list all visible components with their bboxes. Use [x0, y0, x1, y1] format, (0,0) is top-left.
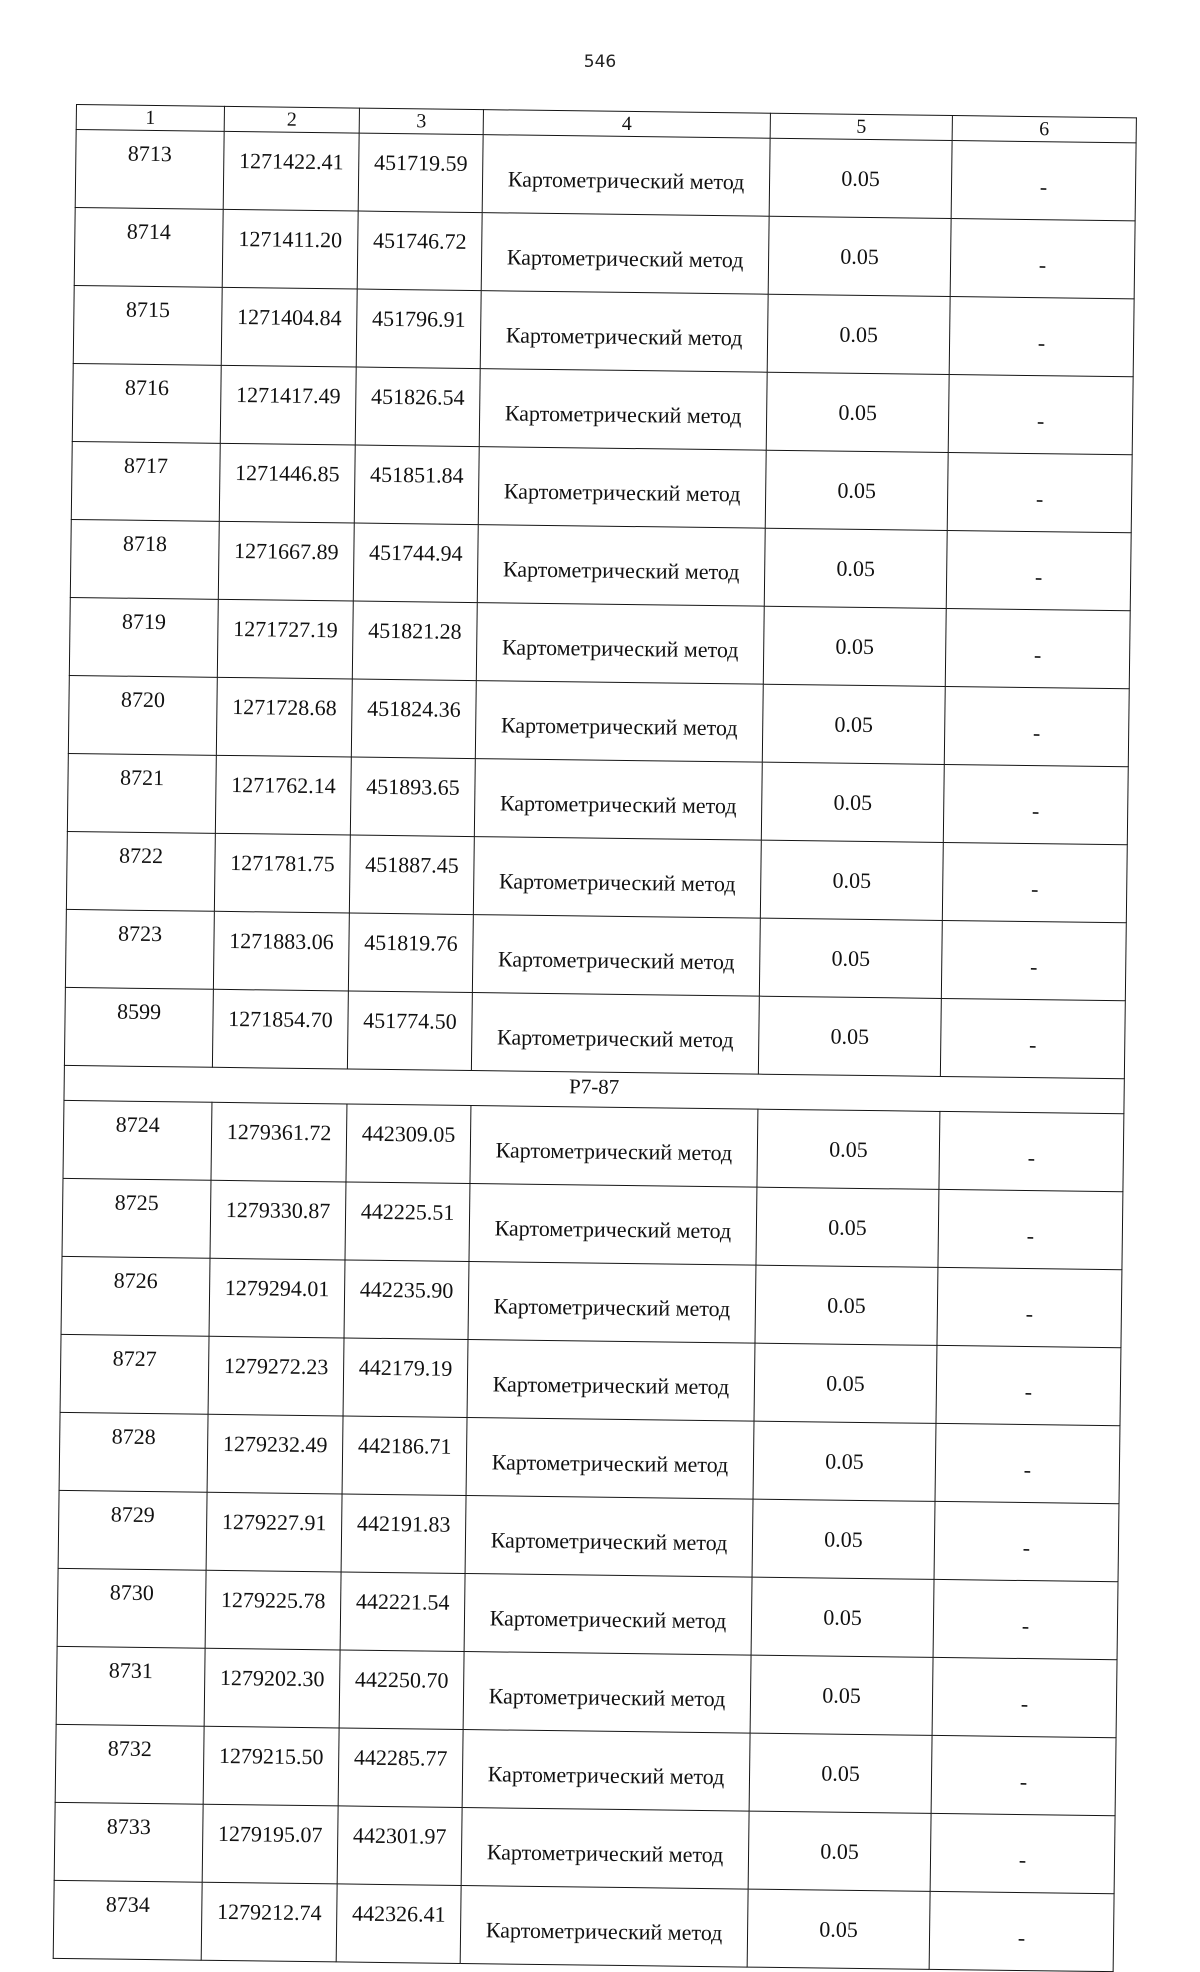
note-cell: -: [942, 842, 1127, 922]
x-coordinate-cell: 1271727.19: [217, 599, 353, 679]
x-coordinate-cell: 1279215.50: [203, 1726, 339, 1806]
method-cell: Картометрический метод: [473, 837, 761, 919]
x-coordinate-cell: 1271762.14: [215, 755, 351, 835]
method-cell: Картометрический метод: [481, 213, 769, 295]
point-number-cell: 8731: [56, 1646, 205, 1726]
y-coordinate-cell: 442250.70: [339, 1650, 464, 1730]
x-coordinate-cell: 1279202.30: [204, 1648, 340, 1728]
accuracy-cell: 0.05: [765, 450, 948, 530]
table-row: [74, 207, 1135, 298]
x-coordinate-cell: 1271404.84: [221, 287, 357, 367]
accuracy-cell: 0.05: [768, 216, 951, 296]
note-cell: -: [943, 764, 1128, 844]
x-coordinate-cell: 1279330.87: [210, 1180, 346, 1260]
table-row: [67, 753, 1128, 844]
x-coordinate-cell: 1271667.89: [218, 521, 354, 601]
x-coordinate-cell: 1279227.91: [206, 1492, 342, 1572]
accuracy-cell: 0.05: [753, 1421, 936, 1501]
note-cell: -: [930, 1813, 1115, 1893]
x-coordinate-cell: 1271728.68: [216, 677, 352, 757]
x-coordinate-cell: 1271411.20: [222, 209, 358, 289]
method-cell: Картометрический метод: [462, 1729, 750, 1811]
method-cell: Картометрический метод: [480, 291, 768, 373]
point-number-cell: 8730: [57, 1568, 206, 1648]
table-row: [56, 1646, 1117, 1737]
y-coordinate-cell: 451774.50: [347, 991, 472, 1071]
point-number-cell: 8719: [69, 597, 218, 677]
table-row: [72, 363, 1133, 454]
method-cell: Картометрический метод: [463, 1651, 751, 1733]
note-cell: -: [939, 1111, 1124, 1191]
x-coordinate-cell: 1271417.49: [220, 365, 356, 445]
table-row: [62, 1178, 1123, 1269]
point-number-cell: 8722: [66, 831, 215, 911]
accuracy-cell: 0.05: [764, 528, 947, 608]
accuracy-cell: 0.05: [750, 1655, 933, 1735]
note-cell: -: [935, 1423, 1120, 1503]
note-cell: -: [947, 452, 1132, 532]
method-cell: Картометрический метод: [470, 1106, 758, 1188]
note-cell: -: [932, 1657, 1117, 1737]
note-cell: -: [938, 1189, 1123, 1269]
y-coordinate-cell: 442221.54: [340, 1572, 465, 1652]
point-number-cell: 8599: [64, 987, 213, 1067]
accuracy-cell: 0.05: [769, 138, 952, 218]
y-coordinate-cell: 442225.51: [345, 1182, 470, 1262]
note-cell: -: [949, 296, 1134, 376]
x-coordinate-cell: 1279212.74: [201, 1882, 337, 1962]
y-coordinate-cell: 451746.72: [357, 211, 482, 291]
point-number-cell: 8725: [62, 1178, 211, 1258]
table-row: [73, 285, 1134, 376]
y-coordinate-cell: 451824.36: [351, 679, 476, 759]
y-coordinate-cell: 442235.90: [344, 1260, 469, 1340]
point-number-cell: 8716: [72, 363, 221, 443]
coordinates-table-wrapper: [53, 104, 1136, 1972]
point-number-cell: 8717: [71, 441, 220, 521]
point-number-cell: 8723: [65, 909, 214, 989]
point-number-cell: 8721: [67, 753, 216, 833]
note-cell: -: [929, 1891, 1114, 1971]
accuracy-cell: 0.05: [761, 762, 944, 842]
method-cell: Картометрический метод: [478, 447, 766, 529]
accuracy-cell: 0.05: [762, 684, 945, 764]
column-header: 3: [359, 108, 483, 135]
point-number-cell: 8727: [60, 1334, 209, 1414]
section-title: Р7-87: [64, 1065, 1124, 1113]
note-cell: -: [948, 374, 1133, 454]
coordinates-table: [53, 104, 1137, 1972]
table-row: [64, 987, 1125, 1078]
point-number-cell: 8713: [75, 130, 224, 210]
y-coordinate-cell: 442285.77: [338, 1728, 463, 1808]
x-coordinate-cell: 1271446.85: [219, 443, 355, 523]
method-cell: Картометрический метод: [471, 993, 759, 1075]
note-cell: -: [946, 530, 1131, 610]
table-row: [61, 1256, 1122, 1347]
y-coordinate-cell: 442186.71: [342, 1416, 467, 1496]
x-coordinate-cell: 1279195.07: [202, 1804, 338, 1884]
y-coordinate-cell: 451719.59: [358, 133, 483, 213]
column-header: 4: [483, 110, 770, 139]
y-coordinate-cell: 442301.97: [337, 1806, 462, 1886]
accuracy-cell: 0.05: [766, 372, 949, 452]
accuracy-cell: 0.05: [751, 1577, 934, 1657]
table-row: [66, 831, 1127, 922]
y-coordinate-cell: 442191.83: [341, 1494, 466, 1574]
method-cell: Картометрический метод: [467, 1340, 755, 1422]
table-row: [75, 130, 1136, 221]
method-cell: Картометрический метод: [464, 1574, 752, 1656]
accuracy-cell: 0.05: [756, 1187, 939, 1267]
accuracy-cell: 0.05: [749, 1733, 932, 1813]
point-number-cell: 8718: [70, 519, 219, 599]
accuracy-cell: 0.05: [767, 294, 950, 374]
point-number-cell: 8733: [54, 1802, 203, 1882]
table-row: [71, 441, 1132, 532]
y-coordinate-cell: 451744.94: [353, 523, 478, 603]
note-cell: -: [945, 608, 1130, 688]
column-header: 1: [76, 105, 224, 132]
table-row: [63, 1100, 1124, 1191]
y-coordinate-cell: 451826.54: [355, 367, 480, 447]
y-coordinate-cell: 451893.65: [350, 757, 475, 837]
x-coordinate-cell: 1271422.41: [223, 131, 359, 211]
accuracy-cell: 0.05: [757, 1109, 940, 1189]
note-cell: -: [936, 1345, 1121, 1425]
note-cell: -: [940, 998, 1125, 1078]
method-cell: Картометрический метод: [475, 681, 763, 763]
method-cell: Картометрический метод: [466, 1418, 754, 1500]
note-cell: -: [933, 1579, 1118, 1659]
table-row: [57, 1568, 1118, 1659]
point-number-cell: 8720: [68, 675, 217, 755]
table-row: [59, 1412, 1120, 1503]
note-cell: -: [941, 920, 1126, 1000]
point-number-cell: 8726: [61, 1256, 210, 1336]
x-coordinate-cell: 1279232.49: [207, 1414, 343, 1494]
note-cell: -: [931, 1735, 1116, 1815]
point-number-cell: 8734: [53, 1880, 202, 1960]
point-number-cell: 8724: [63, 1100, 212, 1180]
accuracy-cell: 0.05: [752, 1499, 935, 1579]
note-cell: -: [934, 1501, 1119, 1581]
y-coordinate-cell: 451796.91: [356, 289, 481, 369]
method-cell: Картометрический метод: [469, 1184, 757, 1266]
accuracy-cell: 0.05: [747, 1889, 930, 1969]
table-row: [70, 519, 1131, 610]
table-row: [60, 1334, 1121, 1425]
x-coordinate-cell: 1271883.06: [213, 911, 349, 991]
y-coordinate-cell: 451851.84: [354, 445, 479, 525]
y-coordinate-cell: 451887.45: [349, 835, 474, 915]
note-cell: -: [944, 686, 1129, 766]
table-row: [69, 597, 1130, 688]
accuracy-cell: 0.05: [754, 1343, 937, 1423]
table-row: [68, 675, 1129, 766]
y-coordinate-cell: 451819.76: [348, 913, 473, 993]
method-cell: Картометрический метод: [461, 1807, 749, 1889]
table-row: [58, 1490, 1119, 1581]
column-header: 5: [770, 113, 952, 140]
accuracy-cell: 0.05: [755, 1265, 938, 1345]
y-coordinate-cell: 442309.05: [346, 1104, 471, 1184]
page-number: 546: [583, 52, 617, 72]
x-coordinate-cell: 1271781.75: [214, 833, 350, 913]
x-coordinate-cell: 1279272.23: [208, 1336, 344, 1416]
column-header: 2: [224, 106, 359, 133]
note-cell: -: [951, 141, 1136, 221]
point-number-cell: 8729: [58, 1490, 207, 1570]
method-cell: Картометрический метод: [460, 1885, 748, 1967]
note-cell: -: [950, 219, 1135, 299]
x-coordinate-cell: 1271854.70: [212, 989, 348, 1069]
point-number-cell: 8715: [73, 285, 222, 365]
accuracy-cell: 0.05: [759, 918, 942, 998]
method-cell: Картометрический метод: [479, 369, 767, 451]
note-cell: -: [937, 1267, 1122, 1347]
x-coordinate-cell: 1279225.78: [205, 1570, 341, 1650]
method-cell: Картометрический метод: [477, 525, 765, 607]
x-coordinate-cell: 1279361.72: [211, 1102, 347, 1182]
method-cell: Картометрический метод: [472, 915, 760, 997]
method-cell: Картометрический метод: [468, 1262, 756, 1344]
method-cell: Картометрический метод: [482, 135, 770, 217]
x-coordinate-cell: 1279294.01: [209, 1258, 345, 1338]
accuracy-cell: 0.05: [760, 840, 943, 920]
method-cell: Картометрический метод: [474, 759, 762, 841]
y-coordinate-cell: 442179.19: [343, 1338, 468, 1418]
table-row: [55, 1724, 1116, 1815]
column-header: 6: [952, 116, 1136, 143]
accuracy-cell: 0.05: [763, 606, 946, 686]
point-number-cell: 8732: [55, 1724, 204, 1804]
y-coordinate-cell: 451821.28: [352, 601, 477, 681]
method-cell: Картометрический метод: [476, 603, 764, 685]
accuracy-cell: 0.05: [748, 1811, 931, 1891]
accuracy-cell: 0.05: [758, 996, 941, 1076]
table-row: [53, 1880, 1114, 1971]
method-cell: Картометрический метод: [465, 1496, 753, 1578]
table-row: [65, 909, 1126, 1000]
point-number-cell: 8728: [59, 1412, 208, 1492]
point-number-cell: 8714: [74, 207, 223, 287]
y-coordinate-cell: 442326.41: [336, 1884, 461, 1964]
table-row: [54, 1802, 1115, 1893]
